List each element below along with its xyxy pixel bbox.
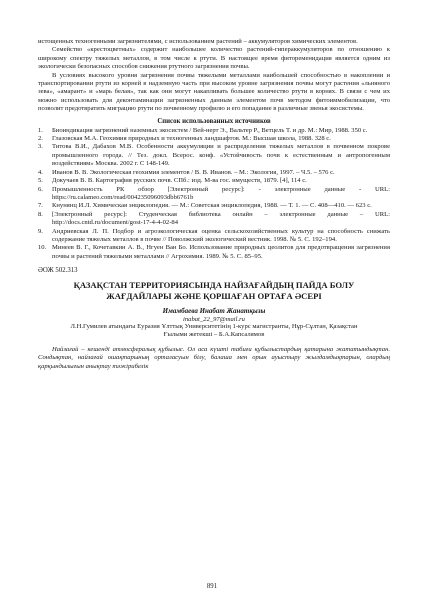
references-heading: Список использованных источников [157,117,271,125]
paragraph-conclusion: В условиях высокого уровня загрязнения почвы тяжелыми металлами наибольшей способностью в накоплении и транспортировании ртути из корней в надземную часть при высоком уровне загрязнения почвы могут растения «льняного зева», «амарант» и «марь белая», так как они могут накапливать большее количество ртути в корнях. В связи с чем их можно использовать для деконтаминации загрязненных данным элементом почв методом фитоиммобилизации, что позволит предотвратить миграцию ртути по почвенному профилю и его попадание в различные звенья экосистемы. [38,71,390,113]
reference-text: Глазовская М.А. Геохимия природных и техногенных ландшафтов. М.: Высшая школа, 1988. 328 с. [52,135,331,143]
reference-number: 5. [38,177,43,185]
reference-item [38,211,390,228]
reference-item [38,244,390,261]
author-affiliation: Л.Н.Гумилев атындағы Еуразия Ұлттық Университетінің 1-курс магистранты, Нұр-Сұлтан, Қазақстан [70,322,358,330]
reference-number: 10. [38,244,47,252]
reference-item [38,169,390,177]
reference-item [38,127,390,135]
references-list [38,127,390,262]
reference-number: 2. [38,135,43,143]
reference-text: Андриевская Л. П. Подбор и агроэкологическая оценка сельскохозяйственных культур на способность снижать содержание тяжелых металлов в почве // Поволжский экологический вестник. 1998. № 5. С. 192–194. [52,227,390,243]
reference-number: 1. [38,126,43,134]
page-content [38,38,390,371]
author-name: Имамбаева Инабат Жанатқызы [162,306,266,315]
reference-item [38,135,390,143]
abstract-paragraph: Найзағай – кешенді атмосфералық құбылыс. Ол аса күшті табиғи құбылыстардың қатарына жататындықтан. Сондықтан, найзағай ошақтарының орталасуын білу, балаша мен орын ауыстыру жылдамдықтарын, олардың қарқындылығын анықтау тәжірибелік [38,345,390,370]
reference-item [38,177,390,185]
reference-item [38,202,390,210]
paragraph-continuation: истощенных техногенными загрязнителями, с использованием растений – аккумуляторов химических элементов. [38,38,358,45]
reference-text: Иванов В. В. Экологическая геохимия элементов / В. В. Иванов. – М.: Экология, 1997. – Ч.5. – 576 с. [52,168,335,176]
article-title: ҚАЗАҚСТАН ТЕРРИТОРИЯСЫНДА НАЙЗАҒАЙДЫҢ ПАЙДА БОЛУ ЖАҒДАЙЛАРЫ ЖӘНЕ ҚОРШАҒАН ОРТАҒА ӘСЕРІ [73,280,355,301]
reference-number: 3. [38,143,43,151]
reference-number: 8. [38,210,43,218]
reference-text: Минеев В. Г., Кочетавкин А. В., Нгуен Ван Бо. Использование природных цеолитов для предотвращения загрязнения почвы и растений тяжелыми металлами // Агрохимия. 1989. № 5. С. 85–95. [52,244,390,260]
reference-item [38,186,390,203]
reference-number: 6. [38,185,43,193]
reference-number: 9. [38,227,43,235]
reference-text: Биоиндикация загрязнений наземных экосистем / Вей-нерт Э., Вальтер Р., Ветцель Т. и др. М.: Мир, 1988. 350 с. [52,126,368,134]
reference-text: Титова В.И., Дабахов М.В. Особенности аккумуляции и распределения тяжелых металлов в почвенном покрове промышленного города. // Тез. докл. Всерос. конф. «Устойчивость почв к естественным и антропогенным воздействиям» Москва. 2002 г. С 148-149. [52,143,390,168]
reference-text: Промышленность РК обзор [Электронный ресурс]: - электронные данные - URL: https://ru.calameo.com/read/004235096093dbb6761b [52,185,390,201]
author-email[interactable]: inabat_22_97@mail.ru [183,315,245,323]
scientific-supervisor: Ғылыми жетекші – Б.А.Капсалямов [163,331,265,339]
reference-item [38,228,390,245]
page-number: 891 [206,583,218,590]
paragraph-cruciferae: Семейство «крестоцветных» содержит наибольшее количество растений-гипераккумуляторов по отношению к широкому спектру тяжелых металлов, в том числе к ртути. В настоящее время фитоременидация является одним из экологически безопасных способов снижения ртутного загрязнения почвы. [38,46,390,71]
reference-item [38,143,390,168]
reference-number: 7. [38,202,43,210]
reference-text: [Электронный ресурс]: Студенческая библиотека онлайн – электронные данные – URL: http://docs.cntd.ru/document/gost-17-4-4-02-84 [52,210,390,227]
reference-text: Кнунянц И.Л. Химическая энциклопедия. — М.: Советская энциклопедия, 1988. — Т. 1. — С. 408—410. — 623 с. [52,202,372,210]
udc-code: ӘОЖ 502.313 [38,267,78,275]
reference-text: Докучаев В. В. Картография русских почв. СПб.: изд. М-ва гос. имуществ, 1879. [4], 114 с. [52,177,307,185]
reference-number: 4. [38,168,43,176]
